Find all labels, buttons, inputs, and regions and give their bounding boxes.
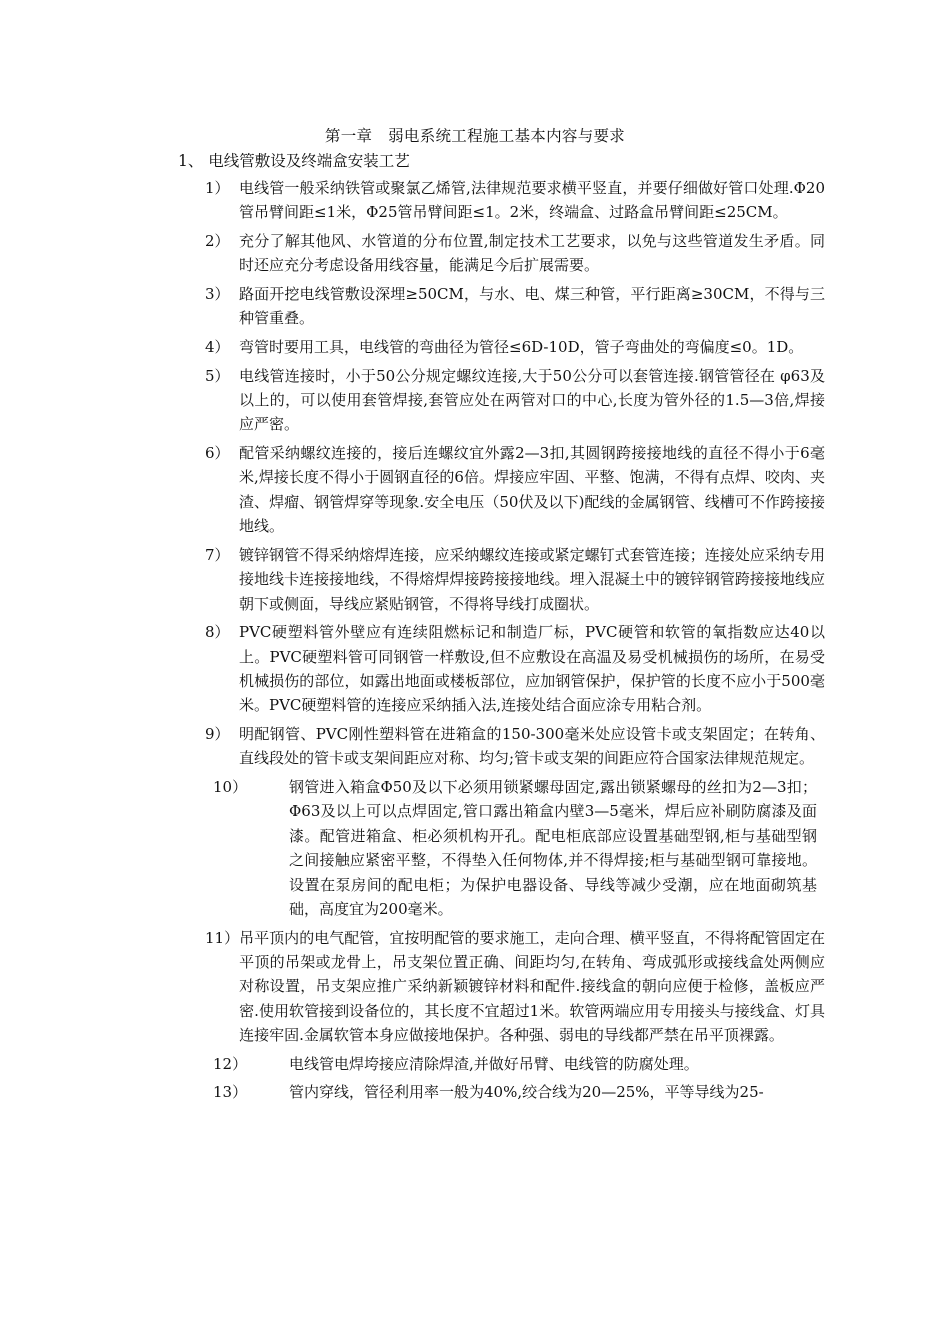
item-text: 充分了解其他风、水管道的分布位置,制定技术工艺要求，以免与这些管道发生矛盾。同时还应充分考虑设备用线容量，能满足今后扩展需要。 (239, 232, 825, 275)
chapter-title: 第一章 弱电系统工程施工基本内容与要求 (324, 127, 626, 145)
item-number: 12） (213, 1054, 248, 1073)
item-number: 3） (205, 285, 230, 303)
item-text: 镀锌钢管不得采纳熔焊连接，应采纳螺纹连接或紧定螺钉式套管连接；连接处应采纳专用接地线卡连接接地线，不得熔焊焊接跨接接地线。埋入混凝土中的镀锌钢管跨接接地线应朝下或侧面，导线应紧贴钢管，不得将导线打成圈状。 (239, 545, 825, 613)
list-item (205, 1080, 825, 1104)
section-heading: 1、 电线管敷设及终端盒安装工艺 (178, 152, 410, 170)
item-number: 8） (205, 623, 230, 642)
item-number: 5） (205, 366, 230, 385)
item-text: 明配钢管、PVC刚性塑料管在进箱盒的150-300毫米处应设管卡或支架固定；在转角、直线段处的管卡或支架间距应对称、均匀;管卡或支架的间距应符合国家法律规范规定。 (239, 725, 825, 768)
list-item (205, 543, 825, 616)
item-number: 7） (205, 545, 230, 564)
list-item (205, 722, 825, 771)
item-text: 电线管连接时，小于50公分规定螺纹连接,大于50公分可以套管连接.钢管管径在 φ63及以上的，可以使用套管焊接,套管应处在两管对口的中心,长度为管外径的1.5—3倍,焊接应严密。 (239, 366, 825, 434)
item-text: 管内穿线，管径利用率一般为40%,绞合线为20—25%，平等导线为25- (289, 1083, 764, 1102)
item-list (205, 176, 825, 1109)
item-number: 1） (205, 179, 230, 197)
list-item (205, 176, 825, 225)
item-number: 9） (205, 725, 230, 744)
item-number: 4） (205, 338, 230, 356)
item-number: 10） (213, 778, 248, 797)
list-item (205, 364, 825, 437)
list-item (205, 1052, 825, 1076)
item-text: 钢管进入箱盒Φ50及以下必须用锁紧螺母固定,露出锁紧螺母的丝扣为2—3扣；Φ63及以上可以点焊固定,管口露出箱盒内壁3—5毫米，焊后应补刷防腐漆及面漆。配管进箱盒、柜必须机构开孔。配电柜底部应设置基础型钢,柜与基础型钢之间接触应紧密平整，不得垫入任何物体,并不得焊接;柜与基础型钢可靠接地。设置在泵房间的配电柜；为保护电器设备、导线等减少受潮，应在地面砌筑基础，高度宜为200毫米。 (289, 778, 817, 919)
list-item (205, 335, 825, 359)
item-number: 11） (205, 928, 240, 947)
list-item (205, 926, 825, 1048)
list-item (205, 441, 825, 539)
list-item (205, 620, 825, 718)
list-item (205, 775, 825, 921)
item-text: 路面开挖电线管敷设深埋≥50CM，与水、电、煤三种管，平行距离≥30CM，不得与三种管重叠。 (239, 285, 825, 328)
item-number: 13） (213, 1083, 248, 1102)
list-item (205, 282, 825, 331)
list-item (205, 229, 825, 278)
item-text: 配管采纳螺纹连接的，接后连螺纹宜外露2—3扣,其圆钢跨接接地线的直径不得小于6毫米,焊接长度不得小于圆钢直径的6倍。焊接应牢固、平整、饱满，不得有点焊、咬肉、夹渣、焊瘤、钢管焊穿等现象.安全电压（50伏及以下)配线的金属钢管、线槽可不作跨接接地线。 (239, 444, 825, 536)
item-text: PVC硬塑料管外壁应有连续阻燃标记和制造厂标，PVC硬管和软管的氧指数应达40以上。PVC硬塑料管可同钢管一样敷设,但不应敷设在高温及易受机械损伤的场所，在易受机械损伤的部位，如露出地面或楼板部位，应加钢管保护，保护管的长度不应小于500毫米。PVC硬塑料管的连接应采纳插入法,连接处结合面应涂专用粘合剂。 (239, 623, 825, 715)
item-text: 电线管电焊垮接应清除焊渣,并做好吊臂、电线管的防腐处理。 (289, 1054, 699, 1073)
item-text: 电线管一般采纳铁管或聚氯乙烯管,法律规范要求横平竖直，并要仔细做好管口处理.Φ20管吊臂间距≤1米，Φ25管吊臂间距≤1。2米，终端盒、过路盒吊臂间距≤25CM。 (239, 179, 825, 222)
item-number: 2） (205, 232, 230, 250)
item-number: 6） (205, 444, 230, 462)
item-text: 吊平顶内的电气配管，宜按明配管的要求施工，走向合理、横平竖直，不得将配管固定在平顶的吊架或龙骨上，吊支架位置正确、间距均匀,在转角、弯成弧形或接线盒处两侧应对称设置，吊支架应推广采纳新颖镀锌材料和配件.接线盒的朝向应便于检修，盖板应严密.使用软管接到设备位的，其长度不宜超过1米。软管两端应用专用接头与接线盒、灯具连接牢固.金属软管本身应做接地保护。各种强、弱电的导线都严禁在吊平顶裸露。 (239, 928, 825, 1045)
item-text: 弯管时要用工具，电线管的弯曲径为管径≤6D-10D，管子弯曲处的弯偏度≤0。1D。 (239, 338, 804, 356)
